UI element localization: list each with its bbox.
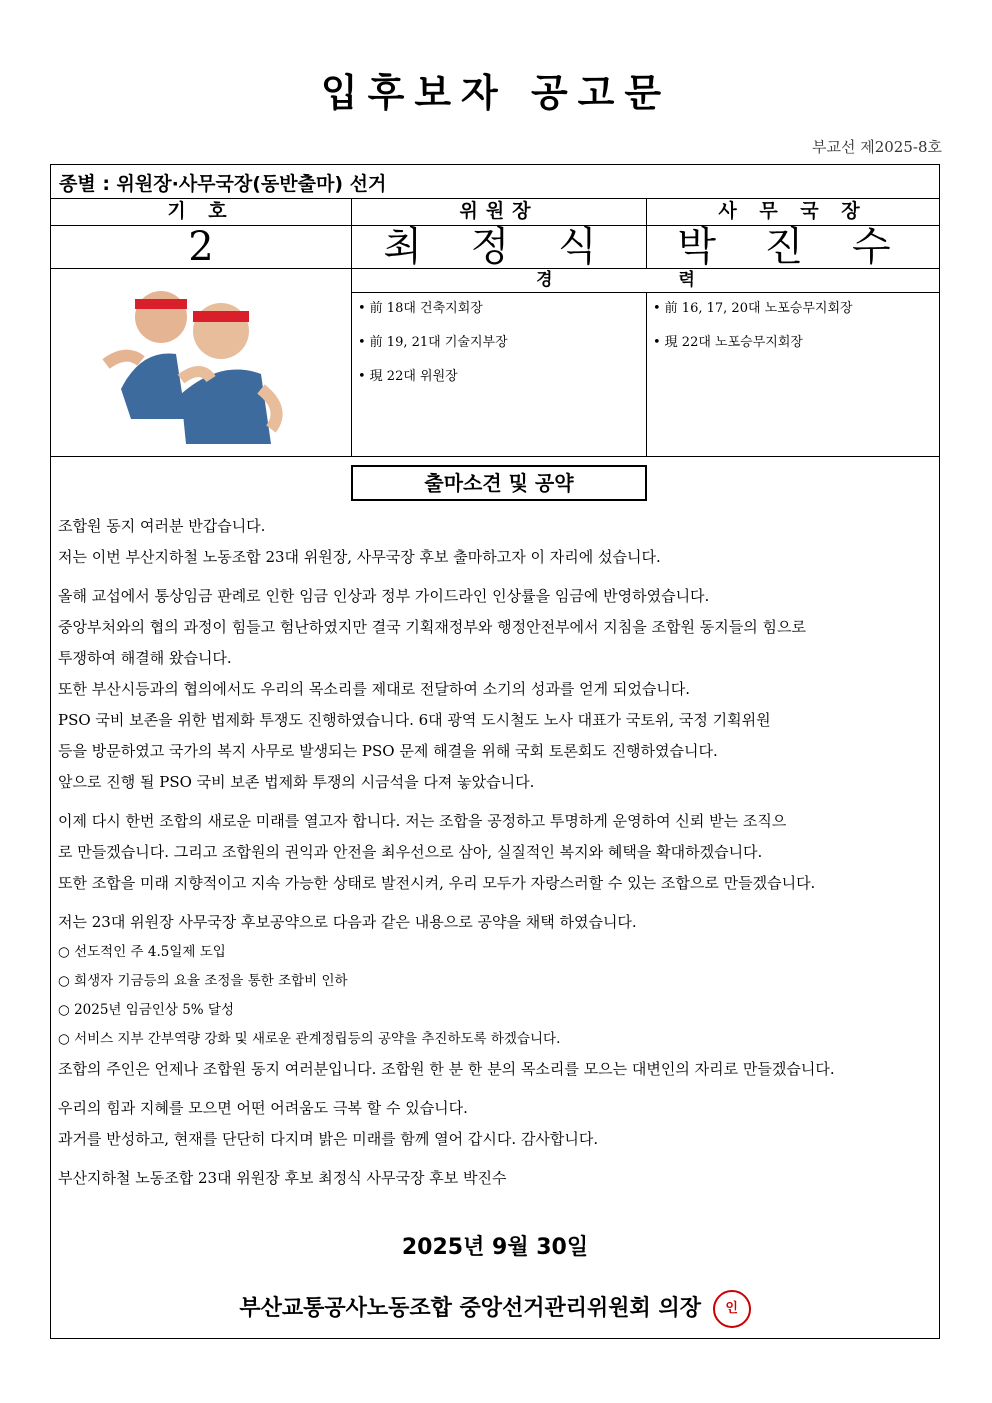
issuer-name: 부산교통공사노동조합 중앙선거관리위원회 의장 xyxy=(239,1296,701,1321)
career-item: • 前 19, 21대 기술지부장 xyxy=(358,331,640,350)
career-item: • 前 18대 건축지회장 xyxy=(358,297,640,316)
paragraph-line: 조합원 동지 여러분 반갑습니다. xyxy=(58,517,266,535)
pledge-intro: 저는 23대 위원장 사무국장 후보공약으로 다음과 같은 내용으로 공약을 채택 하였습니다. xyxy=(58,913,637,931)
paragraph-line: 또한 부산시등과의 협의에서도 우리의 목소리를 제대로 전달하여 소기의 성과를 얻게 되었습니다. xyxy=(58,680,691,698)
chair-career xyxy=(352,293,647,457)
notice-frame xyxy=(50,164,940,1339)
page-title: 입후보자 공고문 xyxy=(320,71,672,115)
paragraph-line: PSO 국비 보존을 위한 법제화 투쟁도 진행하였습니다. 6대 광역 도시철도 노사 대표가 국토위, 국정 기획위원 xyxy=(58,711,771,729)
pledge-item: ○ 2025년 임금인상 5% 달성 xyxy=(58,1002,235,1018)
symbol-header: 기 호 xyxy=(51,199,352,226)
paragraph-line: 또한 조합을 미래 지향적이고 지속 가능한 상태로 발전시켜, 우리 모두가 자랑스러할 수 있는 조합으로 만들겠습니다. xyxy=(58,874,816,892)
pledge-item: ○ 서비스 지부 간부역량 강화 및 새로운 관계정립등의 공약을 추진하도록 하겠습니다. xyxy=(58,1031,561,1047)
document-number: 부교선 제2025-8호 xyxy=(811,138,942,156)
career-item: • 前 16, 17, 20대 노포승무지회장 xyxy=(653,297,933,316)
chair-name: 최 정 식 xyxy=(352,226,647,269)
paragraph-line: 올해 교섭에서 통상임금 판례로 인한 임금 인상과 정부 가이드라인 인상률을 임금에 반영하였습니다. xyxy=(58,587,710,605)
issuer xyxy=(51,1290,939,1328)
section-title: 출마소견 및 공약 xyxy=(351,465,647,501)
paragraph-line: 로 만들겠습니다. 그리고 조합원의 권익과 안전을 최우선으로 삼아, 실질적인 복지와 혜택을 확대하겠습니다. xyxy=(58,843,763,861)
paragraph-line: 앞으로 진행 될 PSO 국비 보존 법제화 투쟁의 시금석을 다져 놓았습니다. xyxy=(58,773,535,791)
candidate-photo xyxy=(51,269,352,457)
paragraph-line: 투쟁하여 해결해 왔습니다. xyxy=(58,649,232,667)
candidate-symbol: 2 xyxy=(51,226,352,269)
career-item: • 現 22대 위원장 xyxy=(358,365,640,384)
election-kind: 종별 : 위원장·사무국장(동반출마) 선거 xyxy=(51,165,939,199)
career-item: • 現 22대 노포승무지회장 xyxy=(653,331,933,350)
paragraph-line: 이제 다시 한번 조합의 새로운 미래를 열고자 합니다. 저는 조합을 공정하고 투명하게 운영하여 신뢰 받는 조직으 xyxy=(58,812,787,830)
pledge-item: ○ 희생자 기금등의 요율 조정을 통한 조합비 인하 xyxy=(58,973,348,989)
secretary-career xyxy=(647,293,939,457)
signature: 부산지하철 노동조합 23대 위원장 후보 최정식 사무국장 후보 박진수 xyxy=(58,1169,507,1187)
secretary-header: 사 무 국 장 xyxy=(647,199,939,226)
career-header: 경 력 xyxy=(352,269,939,293)
paragraph-line: 등을 방문하였고 국가의 복지 사무로 발생되는 PSO 문제 해결을 위해 국회 토론회도 진행하였습니다. xyxy=(58,742,718,760)
paragraph-line: 과거를 반성하고, 현재를 단단히 다지며 밝은 미래를 함께 열어 갑시다. 감사합니다. xyxy=(58,1130,599,1148)
pledge-outro: 조합의 주인은 언제나 조합원 동지 여러분입니다. 조합원 한 분 한 분의 목소리를 모으는 대변인의 자리로 만들겠습니다. xyxy=(58,1060,835,1078)
official-seal: 인 xyxy=(713,1290,751,1328)
paragraph-line: 저는 이번 부산지하철 노동조합 23대 위원장, 사무국장 후보 출마하고자 이 자리에 섰습니다. xyxy=(58,548,661,566)
paragraph-line: 우리의 힘과 지혜를 모으면 어떤 어려움도 극복 할 수 있습니다. xyxy=(58,1099,468,1117)
pledge-item: ○ 선도적인 주 4.5일제 도입 xyxy=(58,944,226,960)
paragraph-line: 중앙부처와의 협의 과정이 힘들고 험난하였지만 결국 기획재정부와 행정안전부에서 지침을 조합원 동지들의 힘으로 xyxy=(58,618,806,636)
secretary-name: 박 진 수 xyxy=(647,226,939,269)
notice-date: 2025년 9월 30일 xyxy=(401,1235,589,1260)
statement-body xyxy=(58,511,936,1194)
candidates-photo-illustration xyxy=(51,269,350,455)
chair-header: 위원장 xyxy=(352,199,647,226)
